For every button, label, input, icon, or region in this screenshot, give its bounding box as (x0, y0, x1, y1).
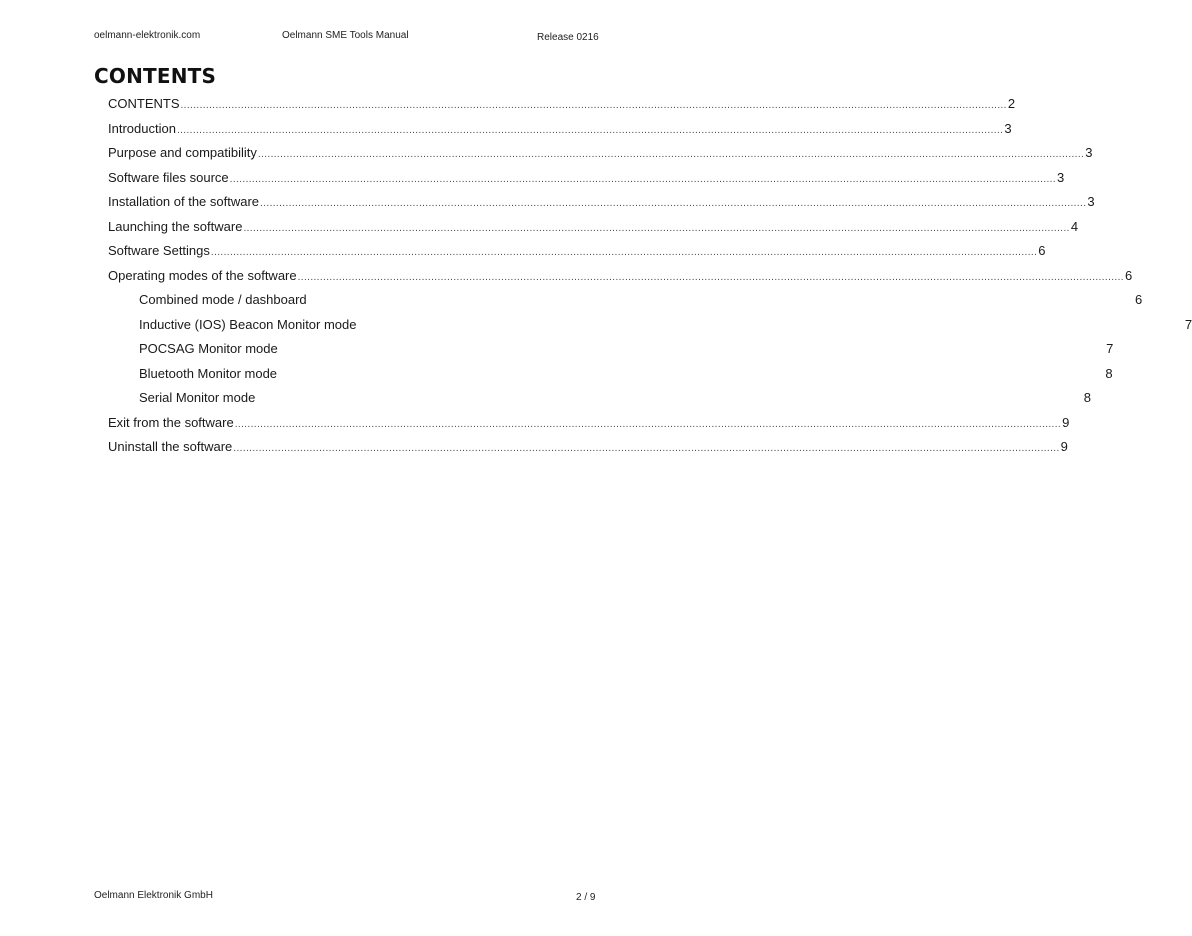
toc-entry-page: 3 (1057, 169, 1065, 185)
footer-company: Oelmann Elektronik GmbH (94, 890, 213, 901)
toc-entry-label: Purpose and compatibility (108, 145, 257, 160)
toc-dot-leader: .................................................................................................................................................................................................................................................................... (233, 443, 1060, 454)
footer-page-number: 2 / 9 (576, 892, 596, 903)
toc-entry-label: Inductive (IOS) Beacon Monitor mode (139, 316, 357, 332)
toc-entry-label: Software Settings (108, 243, 210, 258)
toc-entry[interactable] (108, 267, 1133, 293)
toc-entry-label: Exit from the software (108, 414, 234, 430)
toc-entry[interactable] (108, 218, 1079, 244)
page-title: CONTENTS (94, 64, 217, 88)
toc-entry-label: Serial Monitor mode (139, 390, 256, 405)
toc-dot-leader: .................................................................................................................................................................................................................................................................... (257, 149, 1085, 160)
toc-dot-leader: .................................................................................................................................................................................................................................................................... (210, 247, 1038, 258)
toc-entry-page: 9 (1062, 414, 1070, 430)
toc-entry[interactable] (108, 414, 1070, 440)
toc-entry-page: 9 (1060, 439, 1068, 454)
toc-entry-label: Operating modes of the software (108, 267, 297, 283)
toc-entry-label: Uninstall the software (108, 439, 233, 454)
toc-entry-label: Bluetooth Monitor mode (139, 365, 278, 381)
toc-entry[interactable] (108, 169, 1065, 195)
toc-entry-page: 8 (1083, 390, 1091, 405)
toc-entry-label: Installation of the software (108, 194, 260, 209)
toc-entry-page: 3 (1004, 120, 1012, 136)
toc-entry-page: 6 (1038, 243, 1046, 258)
toc-dot-leader: .................................................................................................................................................................................................................................................................... (180, 100, 1007, 111)
toc-entry-page: 4 (1070, 218, 1079, 234)
toc-entry[interactable] (108, 96, 1016, 121)
toc-entry-page: 7 (1184, 316, 1192, 332)
toc-entry-page: 6 (1135, 292, 1143, 307)
toc-entry-page: 2 (1007, 96, 1016, 111)
toc-entry-label: Launching the software (108, 218, 243, 234)
toc-entry[interactable] (108, 316, 1192, 342)
toc-entry[interactable] (108, 292, 1143, 317)
toc-dot-leader: .................................................................................................................................................................................................................................................................... (229, 173, 1057, 185)
toc-dot-leader: .................................................................................................................................................................................................................................................................... (176, 124, 1004, 136)
toc-entry-page: 3 (1087, 194, 1095, 209)
toc-dot-leader: .................................................................................................................................................................................................................................................................... (297, 271, 1124, 283)
toc-entry-label: Software files source (108, 169, 229, 185)
toc-entry[interactable] (108, 390, 1091, 415)
toc-entry[interactable] (108, 243, 1046, 268)
toc-entry-label: Introduction (108, 120, 176, 136)
toc-dot-leader: .................................................................................................................................................................................................................................................................... (234, 418, 1062, 430)
toc-dot-leader: .................................................................................................................................................................................................................................................................... (243, 222, 1070, 234)
toc-entry[interactable] (108, 365, 1113, 391)
toc-entry[interactable] (108, 439, 1068, 464)
header-document-title: Oelmann SME Tools Manual (282, 30, 409, 41)
toc-entry-label: Combined mode / dashboard (139, 292, 307, 307)
toc-dot-leader: .................................................................................................................................................................................................................................................................... (260, 198, 1087, 209)
toc-entry-label: POCSAG Monitor mode (139, 341, 278, 356)
header-release: Release 0216 (537, 32, 599, 43)
toc-entry[interactable] (108, 145, 1093, 170)
toc-entry-page: 8 (1105, 365, 1113, 381)
toc-entry[interactable] (108, 194, 1095, 219)
toc-entry-page: 7 (1106, 341, 1114, 356)
toc-entry[interactable] (108, 120, 1012, 146)
toc-entry-page: 3 (1085, 145, 1093, 160)
toc-entry-page: 6 (1124, 267, 1133, 283)
header-website: oelmann-elektronik.com (94, 30, 201, 41)
toc-entry[interactable] (108, 341, 1114, 366)
table-of-contents (108, 96, 1192, 464)
toc-entry-label: CONTENTS (108, 96, 180, 111)
